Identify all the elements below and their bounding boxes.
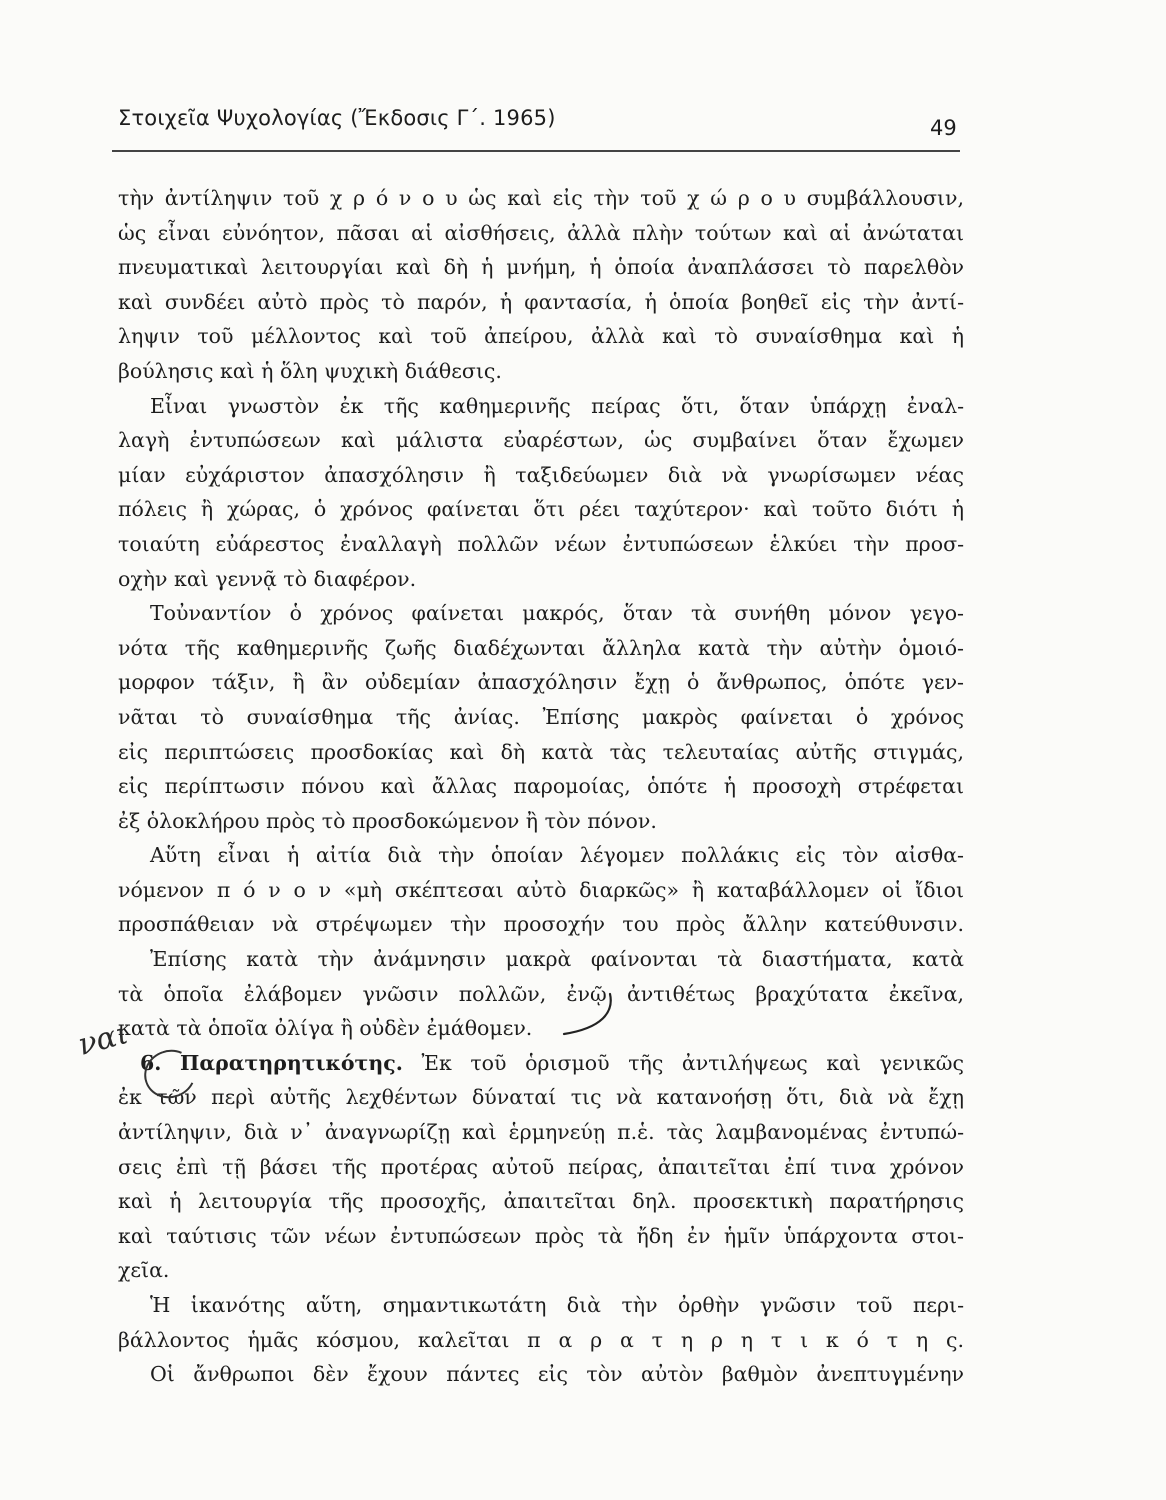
body-text: [118, 181, 964, 1392]
section-number: 6.: [140, 1050, 162, 1075]
text-line: Οἱ ἄνθρωποι δὲν ἔχουν πάντες εἰς τὸν αὐτὸν βαθμὸν ἀνεπτυγμένην: [150, 1362, 964, 1387]
text-line: τοιαύτη εὐάρεστος ἐναλλαγὴ πολλῶν νέων ἐντυπώσεων ἑλκύει τὴν προσ-: [118, 531, 964, 556]
text-line: νότα τῆς καθημερινῆς ζωῆς διαδέχωνται ἄλληλα κατὰ τὴν αὐτὴν ὁμοιό-: [118, 635, 964, 660]
page-number: 49: [930, 116, 957, 140]
text-line: ἐξ ὁλοκλήρου πρὸς τὸ προσδοκώμενον ἢ τὸν πόνον.: [118, 808, 657, 833]
text-line: Ἐπίσης κατὰ τὴν ἀνάμνησιν μακρὰ φαίνονται τὰ διαστήματα, κατὰ: [150, 947, 964, 972]
text-line: προσπάθειαν νὰ στρέψωμεν τὴν προσοχήν του πρὸς ἄλλην κατεύθυνσιν.: [118, 912, 964, 937]
text-line: εἰς περίπτωσιν πόνου καὶ ἄλλας παρομοίας, ὁπότε ἡ προσοχὴ στρέφεται: [118, 774, 964, 799]
text-line: ἀντίληψιν, διὰ ν᾿ ἀναγνωρίζῃ καὶ ἑρμηνεύῃ π.ἑ. τὰς λαμβανομένας ἐντυπώ-: [118, 1120, 964, 1145]
handwritten-pen-stroke: [560, 990, 620, 1040]
text-line: μίαν εὐχάριστον ἀπασχόλησιν ἢ ταξιδεύωμεν διὰ νὰ γνωρίσωμεν νέας: [118, 462, 964, 487]
text-line: λαγὴ ἐντυπώσεων καὶ μάλιστα εὐαρέστων, ὡς συμβαίνει ὅταν ἔχωμεν: [118, 428, 964, 453]
text-line: Ἡ ἱκανότης αὕτη, σημαντικωτάτη διὰ τὴν ὀρθὴν γνῶσιν τοῦ περι-: [150, 1293, 964, 1317]
text-line: σεις ἐπὶ τῇ βάσει τῆς προτέρας αὐτοῦ πείρας, ἀπαιτεῖται ἐπί τινα χρόνον: [118, 1154, 964, 1179]
text-line: χεῖα.: [118, 1258, 170, 1283]
text-line: νᾶται τὸ συναίσθημα τῆς ἀνίας. Ἐπίσης μακρὸς φαίνεται ὁ χρόνος: [118, 704, 964, 729]
text-line: τὰ ὁποῖα ἐλάβομεν γνῶσιν πολλῶν, ἐνῷ ἀντιθέτως βραχύτατα ἐκεῖνα,: [118, 981, 964, 1006]
text-line: καὶ συνδέει αὐτὸ πρὸς τὸ παρόν, ἡ φαντασία, ἡ ὁποία βοηθεῖ εἰς τὴν ἀντί-: [118, 289, 964, 314]
section-heading: Παρατηρητικότης.: [180, 1050, 403, 1075]
text-line: πόλεις ἢ χώρας, ὁ χρόνος φαίνεται ὅτι ρέει ταχύτερον· καὶ τοῦτο διότι ἡ: [118, 497, 964, 522]
text-line: βάλλοντος ἡμᾶς κόσμου, καλεῖται π α ρ α τ η ρ η τ ι κ ό τ η ς.: [118, 1327, 964, 1352]
text-line: Τοὐναντίον ὁ χρόνος φαίνεται μακρός, ὅταν τὰ συνήθη μόνον γεγο-: [150, 601, 964, 626]
text-line: Εἶναι γνωστὸν ἐκ τῆς καθημερινῆς πείρας ὅτι, ὅταν ὑπάρχῃ ἐναλ-: [150, 393, 964, 418]
running-title: Στοιχεῖα Ψυχολογίας (Ἔκδοσις Γ΄. 1965): [118, 106, 556, 130]
section-first-line: Ἐκ τοῦ ὁρισμοῦ τῆς ἀντιλήψεως καὶ γενικῶς: [421, 1050, 964, 1075]
text-line: τὴν ἀντίληψιν τοῦ χ ρ ό ν ο υ ὡς καὶ εἰς τὴν τοῦ χ ώ ρ ο υ συμβάλλουσιν,: [118, 186, 964, 210]
text-line: ὡς εἶναι εὐνόητον, πᾶσαι αἱ αἰσθήσεις, ἀλλὰ πλὴν τούτων καὶ αἱ ἀνώταται: [118, 220, 964, 245]
text-line: οχὴν καὶ γεννᾷ τὸ διαφέρον.: [118, 566, 417, 591]
text-line: μορφον τάξιν, ἢ ἂν οὐδεμίαν ἀπασχόλησιν ἔχῃ ὁ ἄνθρωπος, ὁπότε γεν-: [118, 670, 964, 695]
text-line: Αὕτη εἶναι ἡ αἰτία διὰ τὴν ὁποίαν λέγομεν πολλάκις εἰς τὸν αἰσθα-: [150, 843, 964, 868]
text-line: ληψιν τοῦ μέλλοντος καὶ τοῦ ἀπείρου, ἀλλὰ καὶ τὸ συναίσθημα καὶ ἡ: [118, 324, 964, 349]
text-line: καὶ ταύτισις τῶν νέων ἐντυπώσεων πρὸς τὰ ἤδη ἐν ἡμῖν ὑπάρχοντα στοι-: [118, 1223, 964, 1248]
text-line: κατὰ τὰ ὁποῖα ὀλίγα ἢ οὐδὲν ἐμάθομεν.: [118, 1016, 533, 1041]
text-line: βούλησις καὶ ἡ ὅλη ψυχικὴ διάθεσις.: [118, 358, 502, 383]
section-heading-line: [118, 1046, 964, 1081]
header-rule: [112, 150, 960, 152]
text-line: εἰς περιπτώσεις προσδοκίας καὶ δὴ κατὰ τὰς τελευταίας αὐτῆς στιγμάς,: [118, 739, 964, 764]
handwritten-margin-note: ναι: [74, 1016, 132, 1063]
text-line: καὶ ἡ λειτουργία τῆς προσοχῆς, ἀπαιτεῖται δηλ. προσεκτικὴ παρατήρησις: [118, 1189, 964, 1214]
text-line: ἐκ τῶν περὶ αὐτῆς λεχθέντων δύναταί τις νὰ κατανοήσῃ ὅτι, διὰ νὰ ἔχῃ: [118, 1085, 964, 1110]
text-line: νόμενον π ό ν ο ν «μὴ σκέπτεσαι αὐτὸ διαρκῶς» ἢ καταβάλλομεν οἱ ἴδιοι: [118, 877, 964, 902]
text-line: πνευματικαὶ λειτουργίαι καὶ δὴ ἡ μνήμη, ἡ ὁποία ἀναπλάσσει τὸ παρελθὸν: [118, 255, 964, 280]
